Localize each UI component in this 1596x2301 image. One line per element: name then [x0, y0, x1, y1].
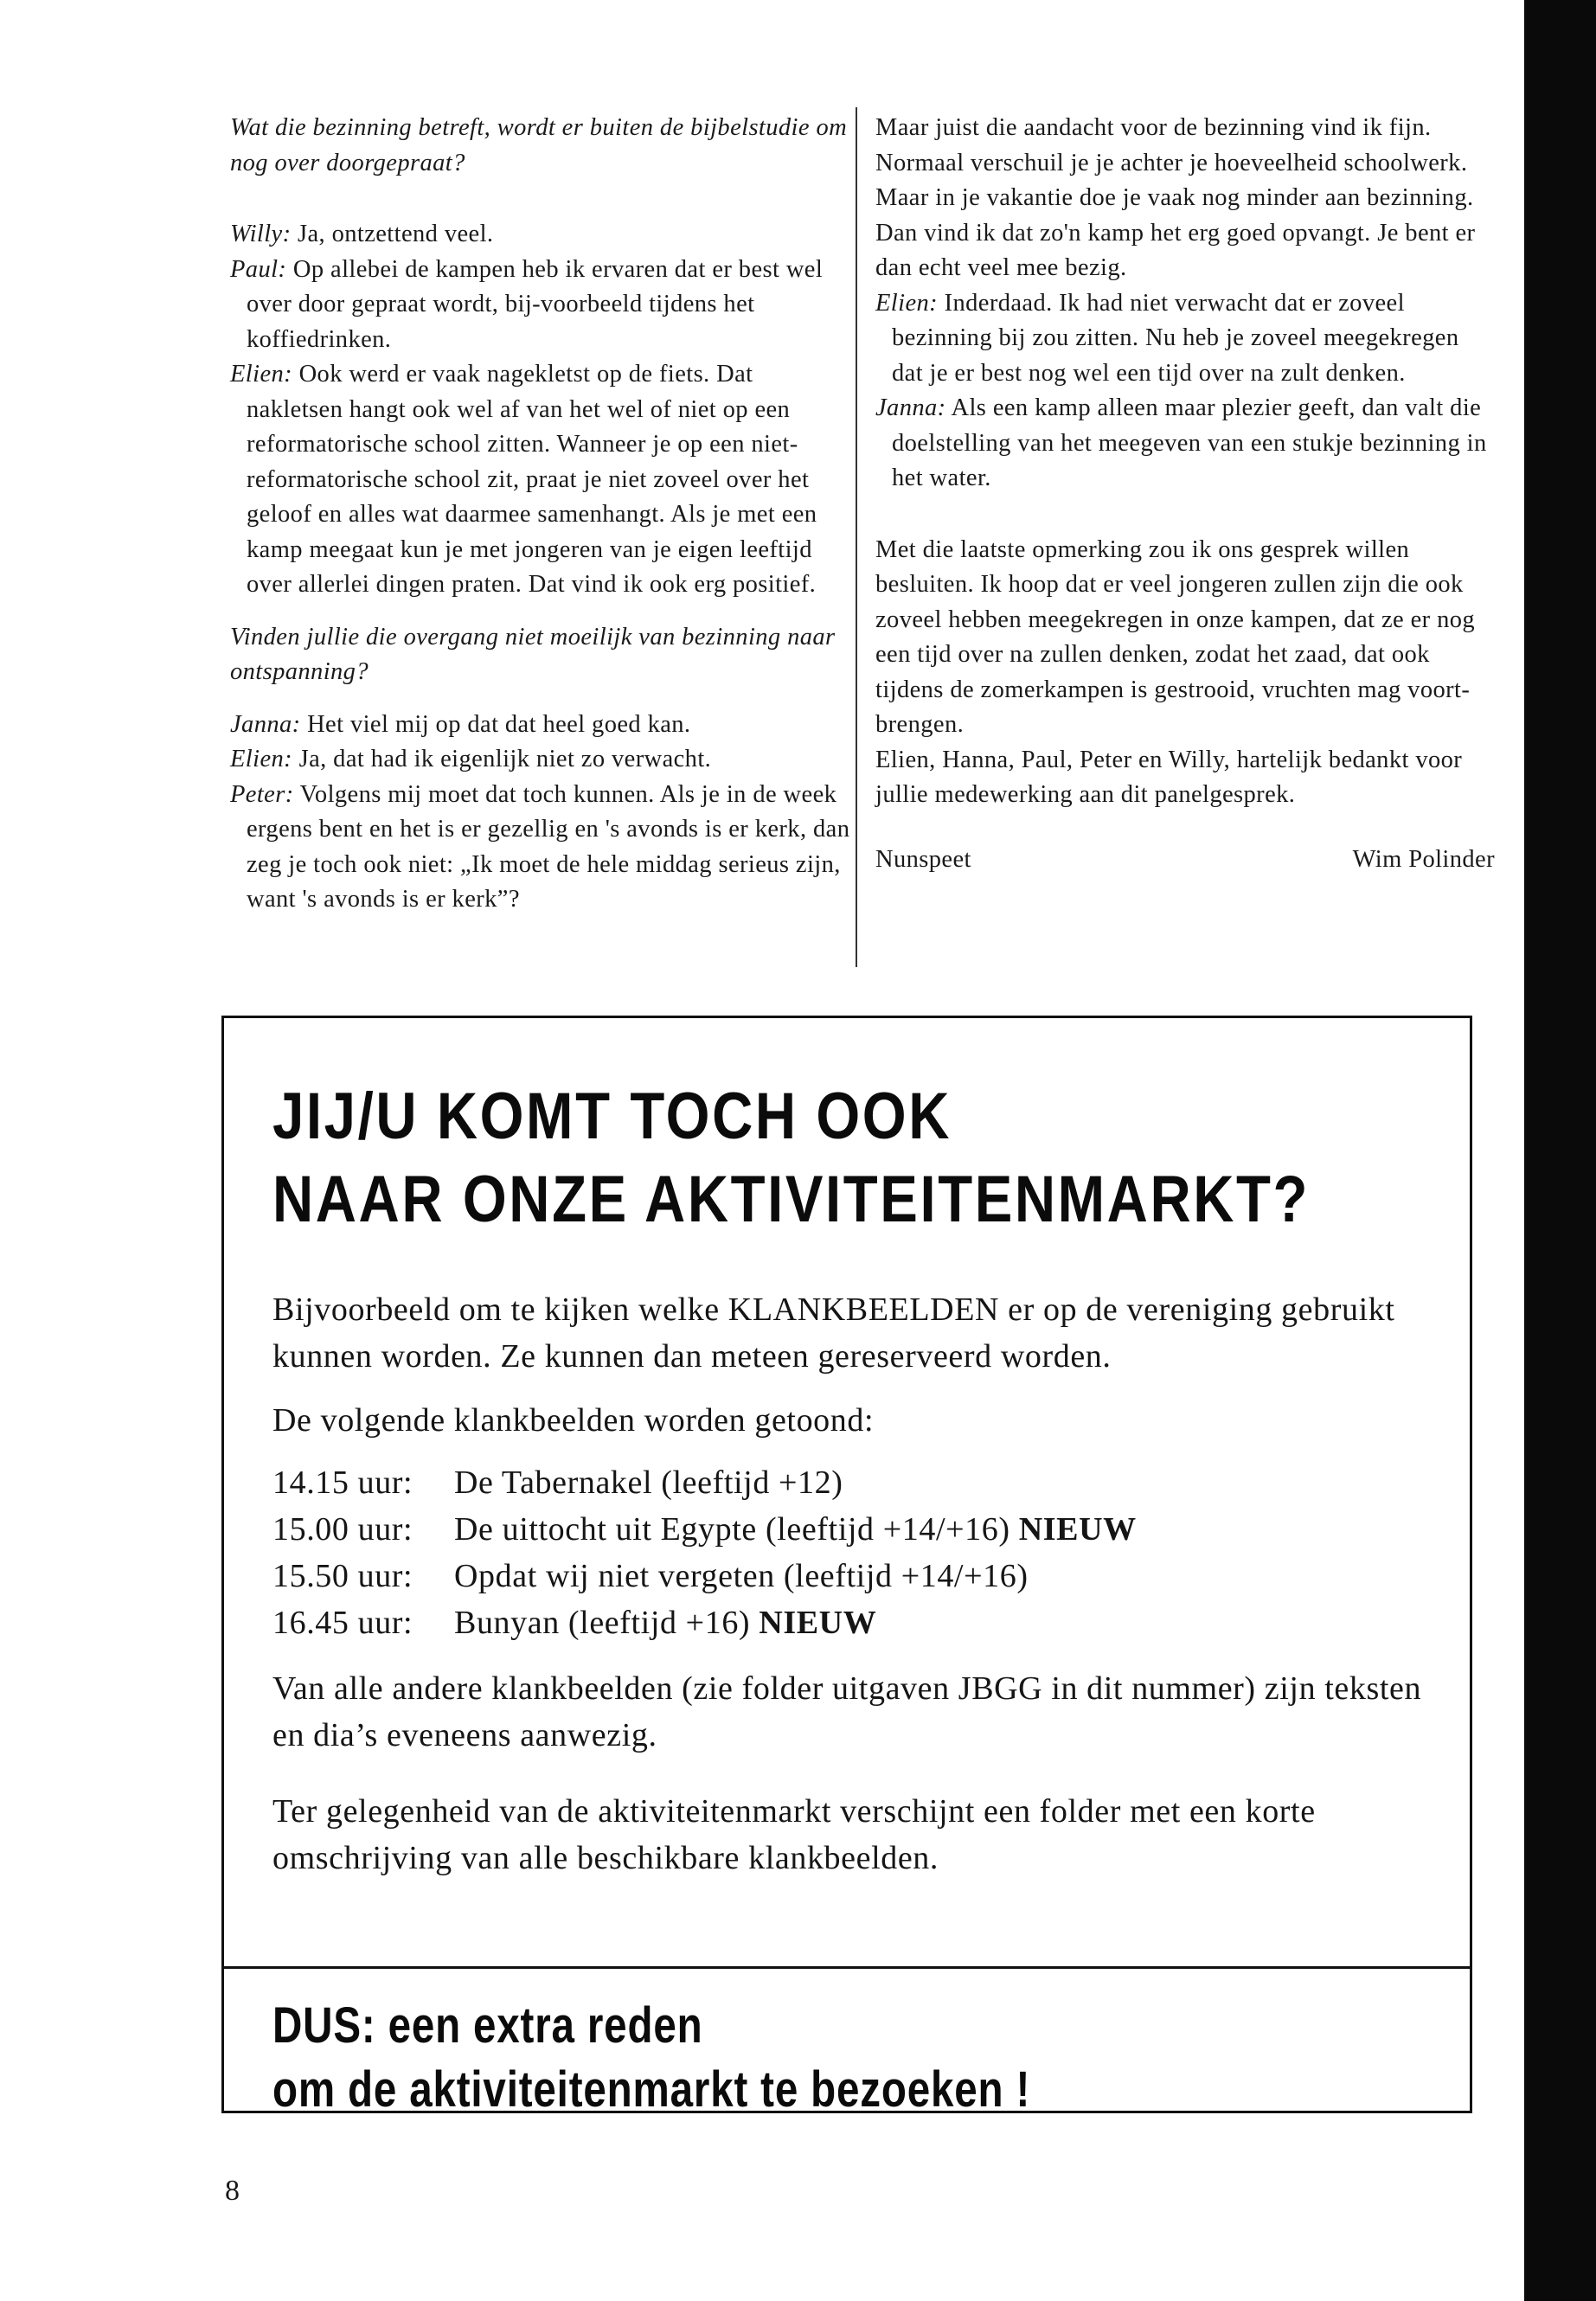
interview-question: Wat die bezinning betreft, wordt er buiten de bijbelstudie om nog over doorgepraat?: [230, 114, 848, 176]
schedule-time: 14.15 uur:: [272, 1465, 413, 1501]
schedule-intro: De volgende klankbeelden worden getoond:: [272, 1402, 875, 1439]
scan-edge-bar: [1524, 0, 1596, 2301]
announcement-box: [221, 1016, 1472, 2118]
announcement-note: Van alle andere klankbeelden (zie folder uitgaven JBGG in dit nummer) zijn teksten en dia’s eveneens aanwezig.: [272, 1670, 1422, 1753]
schedule-time: 15.50 uur:: [272, 1558, 413, 1594]
schedule-row: [272, 1599, 1440, 1646]
interview-speech: [230, 217, 853, 253]
speech-text: Ja, dat had ik eigenlijk niet zo verwacht.: [298, 746, 712, 772]
schedule-time: 16.45 uur:: [272, 1605, 413, 1641]
interview-speech: [230, 742, 853, 778]
headline-line-1: JIJ/U KOMT TOCH OOK: [272, 1080, 952, 1153]
announcement-folder-note: Ter gelegenheid van de aktiviteitenmarkt verschijnt een folder met een korte omschrijving van alle beschikbare klankbeelden.: [272, 1793, 1316, 1876]
new-badge: NIEUW: [1018, 1511, 1137, 1548]
interview-speech: [230, 708, 853, 743]
interview-question: Vinden jullie die overgang niet moeilijk van bezinning naar ontspanning?: [230, 623, 836, 685]
schedule-time: 15.00 uur:: [272, 1511, 413, 1548]
speaker-label: Elien:: [230, 361, 293, 388]
schedule-row: [272, 1459, 1440, 1506]
interview-column-left: [230, 111, 853, 918]
speech-text: Ja, ontzettend veel.: [298, 221, 494, 247]
signature-author: Wim Polinder: [1352, 845, 1495, 873]
speaker-label: Janna:: [875, 394, 946, 421]
announcement-intro: Bijvoorbeeld om te kijken welke KLANKBEELDEN er op de vereniging gebruikt kunnen worden. Ze kunnen dan meteen gereserveerd worden.: [272, 1292, 1395, 1375]
announcement-body: [272, 1286, 1440, 1881]
speech-text: Het viel mij op dat dat heel goed kan.: [307, 710, 691, 738]
speech-text: Volgens mij moet dat toch kunnen. Als je in de week ergens bent en het is er gezellig en 's avonds is er kerk, dan zeg je toch ook niet: „Ik moet de hele middag serieus zijn, want 's avonds is er kerk”?: [247, 780, 850, 913]
signature-line: [875, 843, 1495, 878]
speech-text: Als een kamp alleen maar plezier geeft, dan valt die doelstelling van het meegeven van een stukje bezinning in het water.: [892, 394, 1487, 491]
speaker-label: Elien:: [230, 746, 293, 772]
interview-speech: [230, 357, 853, 603]
interview-speech: [230, 253, 853, 358]
column-divider: [856, 107, 857, 967]
interview-closing: Met die laatste opmerking zou ik ons gesprek willen besluiten. Ik hoop dat er veel jongeren zullen zijn die ook zoveel hebben meegekregen in onze kampen, dat ze er nog een tijd over na zullen denken, zodat het zaad, dat ook tijdens de zomerkampen is gestrooid, vruchten mag voort-brengen.: [875, 535, 1476, 738]
speaker-label: Paul:: [230, 255, 287, 283]
schedule-list: [272, 1459, 1440, 1646]
headline-line-2: NAAR ONZE AKTIVITEITENMARKT?: [272, 1163, 1311, 1236]
speech-text: Ook werd er vaak nagekletst op de fiets. Dat nakletsen hangt ook wel af van het wel of niet op een reformatorische school zitten. Wanneer je op een niet-reformatorische school zit, praat je niet zoveel over het geloof en alles wat daarmee samenhangt. Als je met een kamp meegaat kun je met jongeren van je eigen leeftijd over allerlei dingen praten. Dat vind ik ook erg positief.: [247, 361, 817, 598]
interview-continuation: Maar juist die aandacht voor de bezinning vind ik fijn. Normaal verschuil je je achter je hoeveelheid schoolwerk. Maar in je vakantie doe je vaak nog minder aan bezinning. Dan vind ik dat zo'n kamp het erg goed opvangt. Je bent er dan echt veel mee bezig.: [875, 114, 1476, 281]
interview-speech: [230, 778, 853, 918]
schedule-title: Opdat wij niet vergeten (leeftijd +14/+16): [454, 1558, 1029, 1594]
speaker-label: Elien:: [875, 289, 939, 317]
interview-thanks: Elien, Hanna, Paul, Peter en Willy, hartelijk bedankt voor jullie medewerking aan dit panelgesprek.: [875, 746, 1463, 808]
speech-text: Op allebei de kampen heb ik ervaren dat er best wel over door gepraat wordt, bij-voorbeeld tijdens het koffiedrinken.: [247, 255, 824, 353]
footer-line-1: DUS: een extra reden: [272, 1997, 703, 2054]
announcement-headline: [272, 1075, 1310, 1241]
new-badge: NIEUW: [759, 1605, 877, 1641]
schedule-title: Bunyan (leeftijd +16): [454, 1605, 751, 1641]
interview-speech: [875, 391, 1495, 497]
announcement-divider: [224, 1966, 1470, 1969]
interview-speech: [875, 286, 1495, 392]
speech-text: Inderdaad. Ik had niet verwacht dat er zoveel bezinning bij zou zitten. Nu heb je zoveel meegekregen dat je er best nog wel een tijd over na zult denken.: [892, 289, 1459, 387]
page-number: 8: [225, 2175, 240, 2207]
speaker-label: Peter:: [230, 780, 294, 808]
schedule-title: De uittocht uit Egypte (leeftijd +14/+16): [454, 1511, 1010, 1548]
schedule-row: [272, 1553, 1440, 1599]
speaker-label: Willy:: [230, 221, 292, 247]
interview-column-right: [875, 111, 1495, 877]
schedule-row: [272, 1506, 1440, 1553]
schedule-title: De Tabernakel (leeftijd +12): [454, 1465, 843, 1501]
announcement-footer: [272, 1994, 1030, 2122]
speaker-label: Janna:: [230, 710, 301, 738]
signature-place: Nunspeet: [875, 845, 971, 873]
footer-line-2: om de aktiviteitenmarkt te bezoeken !: [272, 2061, 1031, 2118]
